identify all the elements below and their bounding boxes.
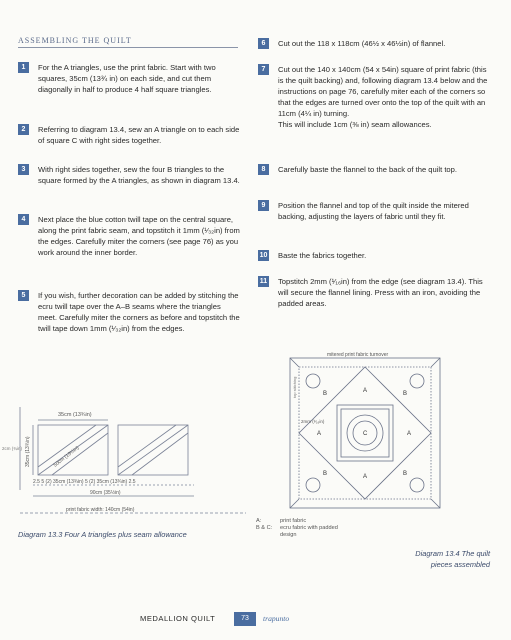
page-footer bbox=[0, 612, 511, 628]
step-text: Baste the fabrics together. bbox=[278, 251, 367, 260]
step-number: 11 bbox=[259, 278, 268, 285]
step-text: Referring to diagram 13.4, sew an A triangle on to each side of square C with right sides together. bbox=[38, 125, 240, 145]
label-a-bottom: A bbox=[363, 474, 368, 480]
legend-row-bc bbox=[256, 525, 340, 539]
footer-chapter: trapunto bbox=[263, 614, 290, 623]
diagram-13-3-caption: Diagram 13.3 Four A triangles plus seam allowance bbox=[18, 530, 187, 539]
label-bottom-row: 2.5 5 (2) 35cm (13¾in) 5 (2) 35cm (13¾in) 2.5 bbox=[33, 479, 136, 485]
step-text: For the A triangles, use the print fabric. Start with two squares, 35cm (13¾ in) on each side, and cut them diagonally in half to produce 4 half square triangles. bbox=[38, 63, 216, 94]
cut-line-2a bbox=[118, 425, 188, 475]
diagram-13-4-caption bbox=[380, 548, 490, 570]
legend-key: B & C: bbox=[256, 525, 273, 531]
step-6 bbox=[258, 38, 494, 49]
diagram-13-3 bbox=[0, 395, 250, 530]
label-left: 35cm (13¾in) bbox=[25, 436, 31, 467]
step-3 bbox=[18, 164, 240, 186]
step-number: 8 bbox=[258, 164, 269, 175]
step-text: Carefully baste the flannel to the back of the quilt top. bbox=[278, 165, 457, 174]
page-number: 73 bbox=[234, 612, 256, 626]
step-number: 10 bbox=[259, 252, 268, 259]
step-text: If you wish, further decoration can be added by stitching the ecru twill tape over the A–B seams where the triangles meet. Carefully miter the corners as before and topstitch the twill tape down 1mm (¹⁄₃₂in) from the edges. bbox=[38, 291, 240, 333]
label-a-top: A bbox=[363, 388, 368, 394]
label-diagonal: 50cm (19½in) bbox=[52, 445, 81, 469]
section-title: ASSEMBLING THE QUILT bbox=[18, 36, 238, 48]
label-c: C bbox=[363, 431, 368, 437]
step-number: 6 bbox=[258, 38, 269, 49]
corner-motif-br bbox=[410, 478, 424, 492]
step-8 bbox=[258, 164, 494, 175]
label-b-br: B bbox=[403, 471, 408, 477]
step-7 bbox=[258, 64, 494, 130]
step-text-note: This will include 1cm (⅜ in) seam allowances. bbox=[278, 120, 432, 129]
miter-line-1 bbox=[290, 358, 299, 367]
label-turnover: mitered print fabric turnover bbox=[327, 352, 389, 358]
step-number: 2 bbox=[18, 124, 29, 135]
label-b-tl: B bbox=[323, 391, 328, 397]
step-number: 5 bbox=[18, 290, 29, 301]
step-text: Next place the blue cotton twill tape on the central square, along the print fabric seam, and topstitch it 1mm (¹⁄₃₂in) from the edges. Carefully miter the corners (see page 76) as you work around the inner border. bbox=[38, 215, 240, 257]
step-number: 9 bbox=[258, 200, 269, 211]
label-top: 35cm (13¾in) bbox=[58, 412, 92, 418]
label-outer-left: 2cm (¾in) bbox=[2, 446, 23, 451]
label-total: 90cm (35½in) bbox=[90, 490, 121, 496]
caption-line-1: Diagram 13.4 The quilt bbox=[415, 549, 490, 558]
footer-title: MEDALLION QUILT bbox=[140, 614, 216, 623]
diagram-13-4-legend bbox=[256, 518, 340, 539]
label-mm: 2mm (¹⁄₁₆in) bbox=[301, 419, 325, 424]
step-4 bbox=[18, 214, 240, 258]
corner-motif-tl bbox=[306, 374, 320, 388]
label-a-left: A bbox=[317, 431, 322, 437]
miter-line-3 bbox=[290, 499, 299, 508]
caption-line-2: pieces assembled bbox=[430, 560, 490, 569]
label-a-right: A bbox=[407, 431, 412, 437]
cut-line-2b bbox=[132, 433, 188, 475]
step-9 bbox=[258, 200, 494, 222]
step-text-main: Cut out the 140 x 140cm (54 x 54in) square of print fabric (this is the quilt backing) and, following diagram 13.4 below and the instructions on page 76, carefully miter each of the corners so that the edges are turned over onto the top of the quilt with an 11cm (4¼ in) turning. bbox=[278, 65, 488, 118]
legend-value: print fabric bbox=[280, 518, 307, 524]
label-side: top stitching bbox=[292, 376, 297, 398]
miter-line-4 bbox=[431, 499, 440, 508]
corner-motif-tr bbox=[410, 374, 424, 388]
cut-line-2c bbox=[118, 425, 176, 467]
cut-line-1b bbox=[52, 433, 108, 475]
step-2 bbox=[18, 124, 240, 146]
step-10 bbox=[258, 250, 494, 261]
legend-row-a bbox=[256, 518, 340, 525]
cut-line-1c bbox=[38, 425, 96, 467]
step-text: With right sides together, sew the four B triangles to the square formed by the A triangles, as shown in diagram 13.4. bbox=[38, 165, 240, 185]
step-text: Cut out the 118 x 118cm (46½ x 46½in) of flannel. bbox=[278, 39, 446, 48]
step-11 bbox=[258, 276, 494, 309]
diagram-13-4 bbox=[285, 348, 445, 513]
step-text bbox=[278, 64, 494, 130]
label-b-tr: B bbox=[403, 391, 408, 397]
step-number: 4 bbox=[18, 214, 29, 225]
step-5 bbox=[18, 290, 240, 334]
step-1 bbox=[18, 62, 240, 95]
label-fabric-width: print fabric width: 140cm (54in) bbox=[66, 507, 135, 513]
corner-motif-bl bbox=[306, 478, 320, 492]
step-text: Topstitch 2mm (¹⁄₁₆in) from the edge (see diagram 13.4). This will secure the flannel lining. Press with an iron, avoiding the padded areas. bbox=[278, 277, 483, 308]
step-number: 3 bbox=[18, 164, 29, 175]
legend-value: ecru fabric with padded design bbox=[280, 525, 338, 538]
step-number: 7 bbox=[258, 64, 269, 75]
step-number: 1 bbox=[18, 62, 29, 73]
step-text: Position the flannel and top of the quilt inside the mitered backing, adjusting the layers of fabric until they fit. bbox=[278, 201, 469, 221]
legend-key: A: bbox=[256, 518, 262, 524]
label-b-bl: B bbox=[323, 471, 328, 477]
miter-line-2 bbox=[431, 358, 440, 367]
